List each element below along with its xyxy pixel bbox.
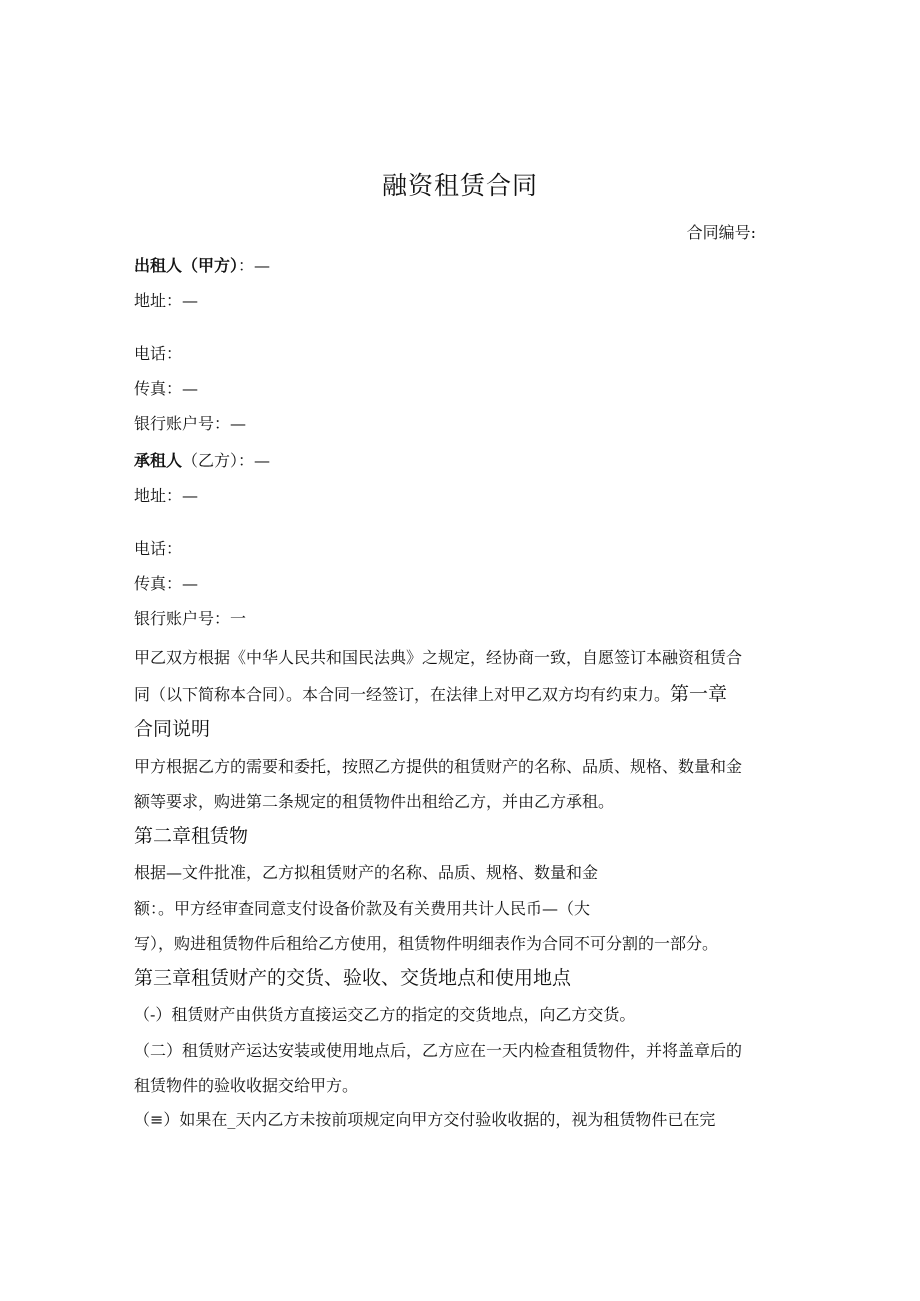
lessee-value: ：— bbox=[238, 451, 271, 470]
chapter-2-body-line-1: 根据—文件批准，乙方拟租赁财产的名称、品质、规格、数量和金 bbox=[134, 863, 599, 882]
intro-line-2 bbox=[134, 684, 784, 705]
chapter-1-heading-start: 第一章 bbox=[670, 683, 728, 705]
chapter-1-body-line-1: 甲方根据乙方的需要和委托，按照乙方提供的租赁财产的名称、品质、规格、数量和金 bbox=[134, 757, 743, 776]
chapter-3-item-1: （-）租赁财产由供货方直接运交乙方的指定的交货地点，向乙方交货。 bbox=[134, 1005, 636, 1024]
chapter-3-item-2-line-2: 租赁物件的验收收据交给甲方。 bbox=[134, 1076, 359, 1095]
chapter-1-heading-end: 合同说明 bbox=[134, 718, 211, 740]
lessee-label: 承租人 bbox=[134, 451, 183, 470]
lessor-address: 地址：— bbox=[134, 291, 199, 310]
lessee-bank-account: 银行账户号：一 bbox=[134, 609, 247, 628]
chapter-3-heading: 第三章租赁财产的交货、验收、交货地点和使用地点 bbox=[134, 967, 572, 989]
chapter-3-item-3-line-1: （≡）如果在_天内乙方未按前项规定向甲方交付验收收据的，视为租赁物件已在完 bbox=[134, 1110, 716, 1129]
document-title: 融资租赁合同 bbox=[381, 171, 538, 200]
lessee-phone: 电话： bbox=[134, 539, 183, 558]
lessee-fax: 传真：— bbox=[134, 574, 199, 593]
lessor-value: ：— bbox=[238, 256, 271, 275]
chapter-2-body-line-2: 额：。甲方经审查同意支付设备价款及有关费用共计人民币—（大 bbox=[134, 899, 591, 918]
chapter-2-heading: 第二章租赁物 bbox=[134, 825, 249, 847]
lessor-line bbox=[134, 256, 784, 276]
lessor-phone: 电话： bbox=[134, 344, 183, 363]
lessee-label-paren: （乙方） bbox=[182, 451, 239, 470]
intro-line-2-text: 同（以下简称本合同）。本合同一经签订，在法律上对甲乙双方均有约束力。 bbox=[134, 685, 671, 704]
chapter-2-body-line-3: 写），购进租赁物件后租给乙方使用，租赁物件明细表作为合同不可分割的一部分。 bbox=[134, 934, 719, 953]
chapter-1-body-line-2: 额等要求，购进第二条规定的租赁物件出租给乙方，并由乙方承租。 bbox=[134, 792, 615, 811]
chapter-3-item-2-line-1: （二）租赁财产运达安装或使用地点后，乙方应在一天内检查租赁物件，并将盖章后的 bbox=[134, 1041, 743, 1060]
lessee-line bbox=[134, 451, 784, 471]
lessor-fax: 传真：— bbox=[134, 379, 199, 398]
lessor-label: 出租人（甲方） bbox=[134, 256, 239, 275]
contract-number-label: 合同编号: bbox=[686, 223, 756, 242]
lessor-bank-account: 银行账户号：— bbox=[134, 414, 247, 433]
lessee-address: 地址：— bbox=[134, 486, 199, 505]
intro-line-1: 甲乙双方根据《中华人民共和国民法典》之规定，经协商一致，自愿签订本融资租赁合 bbox=[134, 648, 743, 667]
